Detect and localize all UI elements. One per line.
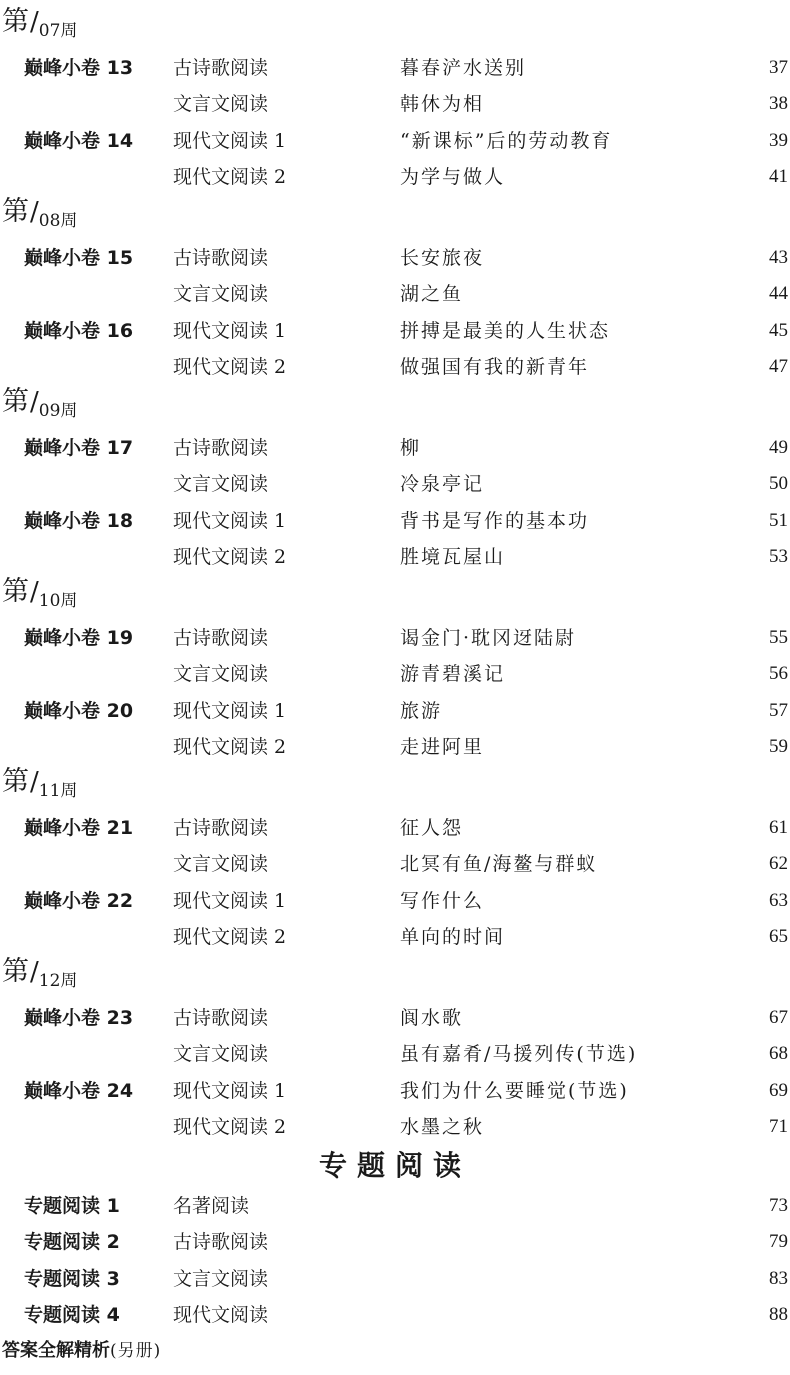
page-number: 51	[769, 509, 788, 531]
toc-entry	[0, 123, 790, 159]
toc-entry	[0, 50, 790, 86]
toc-entry	[0, 240, 790, 276]
special-entry	[0, 1188, 790, 1224]
special-label: 专题阅读 2	[24, 1231, 120, 1254]
article-title: 拼搏是最美的人生状态	[400, 319, 611, 342]
reading-type: 现代文阅读 2	[173, 925, 287, 948]
page-number: 59	[769, 735, 788, 757]
week-label: 09周	[38, 401, 78, 421]
page-number: 62	[769, 853, 788, 875]
week-heading	[2, 574, 77, 610]
page-number: 68	[769, 1043, 788, 1065]
reading-type: 现代文阅读 2	[173, 1115, 287, 1138]
page-number: 71	[769, 1115, 788, 1137]
page-number: 65	[769, 925, 788, 947]
reading-type: 文言文阅读	[173, 853, 269, 876]
toc-entry	[0, 1036, 790, 1072]
reading-type: 文言文阅读	[173, 283, 269, 306]
article-title: 北冥有鱼/海鳌与群蚁	[400, 853, 598, 876]
toc-entry	[0, 503, 790, 539]
answer-note: (另册)	[110, 1341, 162, 1361]
page-number: 79	[769, 1231, 788, 1253]
week-slash: /	[30, 7, 39, 37]
page-number: 69	[769, 1079, 788, 1101]
page-number: 55	[769, 627, 788, 648]
reading-type: 古诗歌阅读	[173, 627, 269, 649]
answer-line	[2, 1336, 161, 1366]
reading-type: 文言文阅读	[173, 1267, 269, 1290]
toc-entry	[0, 349, 790, 385]
week-heading	[2, 194, 77, 230]
page-number: 47	[769, 355, 788, 377]
reading-type: 文言文阅读	[173, 663, 269, 686]
page-number: 44	[769, 283, 788, 305]
reading-type: 古诗歌阅读	[173, 247, 269, 269]
week-prefix: 第	[2, 766, 29, 797]
toc-entry	[0, 620, 790, 656]
article-title: 水墨之秋	[400, 1115, 485, 1138]
week-label: 11周	[38, 781, 78, 801]
reading-type: 文言文阅读	[173, 1043, 269, 1066]
article-title: 胜境瓦屋山	[400, 545, 506, 568]
page-number: 50	[769, 473, 788, 495]
juan-label: 巅峰小卷 16	[24, 319, 134, 342]
week-heading	[2, 4, 77, 40]
page-number: 39	[769, 129, 788, 151]
reading-type: 现代文阅读 2	[173, 735, 287, 758]
page-number: 57	[769, 699, 788, 721]
article-title: 长安旅夜	[400, 247, 485, 269]
toc-entry	[0, 276, 790, 312]
special-label: 专题阅读 3	[24, 1267, 120, 1290]
week-heading	[2, 764, 77, 800]
special-label: 专题阅读 4	[24, 1303, 120, 1326]
week-prefix: 第	[2, 196, 29, 227]
reading-type: 现代文阅读	[173, 1303, 269, 1326]
toc-entry	[0, 86, 790, 122]
special-entry	[0, 1224, 790, 1260]
article-title: 柳	[400, 437, 422, 459]
week-slash: /	[30, 767, 39, 797]
article-title: 我们为什么要睡觉(节选)	[400, 1079, 629, 1102]
article-title: 游青碧溪记	[400, 663, 506, 686]
page-number: 38	[769, 93, 788, 115]
week-slash: /	[30, 387, 39, 417]
toc-entry	[0, 656, 790, 692]
toc-entry	[0, 539, 790, 575]
week-label: 12周	[38, 971, 78, 991]
reading-type: 名著阅读	[173, 1195, 250, 1217]
page-number: 61	[769, 817, 788, 838]
juan-label: 巅峰小卷 20	[24, 699, 134, 722]
page-number: 83	[769, 1267, 788, 1289]
week-prefix: 第	[2, 386, 29, 417]
toc-entry	[0, 430, 790, 466]
reading-type: 古诗歌阅读	[173, 1007, 269, 1029]
article-title: 写作什么	[400, 889, 485, 912]
reading-type: 文言文阅读	[173, 93, 269, 116]
juan-label: 巅峰小卷 18	[24, 509, 134, 532]
toc-entry	[0, 1109, 790, 1145]
reading-type: 文言文阅读	[173, 473, 269, 496]
article-title: 谒金门·耽冈迓陆尉	[400, 627, 577, 649]
page-number: 43	[769, 247, 788, 268]
juan-label: 巅峰小卷 19	[24, 627, 134, 649]
toc-entry	[0, 1073, 790, 1109]
reading-type: 古诗歌阅读	[173, 817, 269, 839]
juan-label: 巅峰小卷 14	[24, 129, 134, 152]
answer-title: 答案全解精析	[2, 1340, 110, 1361]
week-prefix: 第	[2, 576, 29, 607]
article-title: 做强国有我的新青年	[400, 355, 590, 378]
week-prefix: 第	[2, 6, 29, 37]
week-heading	[2, 384, 77, 420]
special-entry	[0, 1261, 790, 1297]
page-number: 53	[769, 545, 788, 567]
week-heading	[2, 954, 77, 990]
reading-type: 现代文阅读 1	[173, 1079, 287, 1102]
article-title: 阆水歌	[400, 1007, 464, 1029]
page-number: 56	[769, 663, 788, 685]
week-label: 08周	[38, 211, 78, 231]
reading-type: 古诗歌阅读	[173, 57, 269, 79]
reading-type: 现代文阅读 1	[173, 129, 287, 152]
week-prefix: 第	[2, 956, 29, 987]
page-number: 49	[769, 437, 788, 458]
special-entry	[0, 1297, 790, 1333]
page-number: 88	[769, 1303, 788, 1325]
article-title: 单向的时间	[400, 925, 506, 948]
toc-entry	[0, 810, 790, 846]
juan-label: 巅峰小卷 17	[24, 437, 134, 459]
toc-entry	[0, 313, 790, 349]
article-title: 背书是写作的基本功	[400, 509, 590, 532]
article-title: “新课标”后的劳动教育	[400, 129, 613, 152]
juan-label: 巅峰小卷 22	[24, 889, 134, 912]
section-heading-special-reading: 专题阅读	[318, 1149, 471, 1182]
reading-type: 现代文阅读 1	[173, 699, 287, 722]
article-title: 韩休为相	[400, 93, 485, 116]
toc-entry	[0, 919, 790, 955]
article-title: 虽有嘉肴/马援列传(节选)	[400, 1043, 638, 1066]
toc-entry	[0, 159, 790, 195]
toc-entry	[0, 693, 790, 729]
reading-type: 现代文阅读 2	[173, 545, 287, 568]
juan-label: 巅峰小卷 13	[24, 57, 134, 79]
special-label: 专题阅读 1	[24, 1195, 120, 1217]
juan-label: 巅峰小卷 24	[24, 1079, 134, 1102]
article-title: 湖之鱼	[400, 283, 464, 306]
reading-type: 现代文阅读 1	[173, 319, 287, 342]
toc-entry	[0, 729, 790, 765]
toc-entry	[0, 846, 790, 882]
article-title: 征人怨	[400, 817, 464, 839]
page-number: 37	[769, 57, 788, 78]
juan-label: 巅峰小卷 23	[24, 1007, 134, 1029]
toc-entry	[0, 466, 790, 502]
article-title: 冷泉亭记	[400, 473, 485, 496]
page-number: 41	[769, 165, 788, 187]
article-title: 走进阿里	[400, 735, 485, 758]
week-label: 07周	[38, 21, 78, 41]
week-slash: /	[30, 957, 39, 987]
reading-type: 古诗歌阅读	[173, 437, 269, 459]
article-title: 旅游	[400, 699, 443, 722]
reading-type: 现代文阅读 1	[173, 509, 287, 532]
juan-label: 巅峰小卷 15	[24, 247, 134, 269]
reading-type: 现代文阅读 2	[173, 165, 287, 188]
page-number: 73	[769, 1195, 788, 1216]
week-label: 10周	[38, 591, 78, 611]
week-slash: /	[30, 197, 39, 227]
page-number: 67	[769, 1007, 788, 1028]
article-title: 为学与做人	[400, 165, 506, 188]
page-number: 45	[769, 319, 788, 341]
article-title: 暮春浐水送别	[400, 57, 527, 79]
toc-entry	[0, 1000, 790, 1036]
reading-type: 古诗歌阅读	[173, 1231, 269, 1254]
reading-type: 现代文阅读 1	[173, 889, 287, 912]
week-slash: /	[30, 577, 39, 607]
page-number: 63	[769, 889, 788, 911]
toc-entry	[0, 883, 790, 919]
reading-type: 现代文阅读 2	[173, 355, 287, 378]
juan-label: 巅峰小卷 21	[24, 817, 134, 839]
